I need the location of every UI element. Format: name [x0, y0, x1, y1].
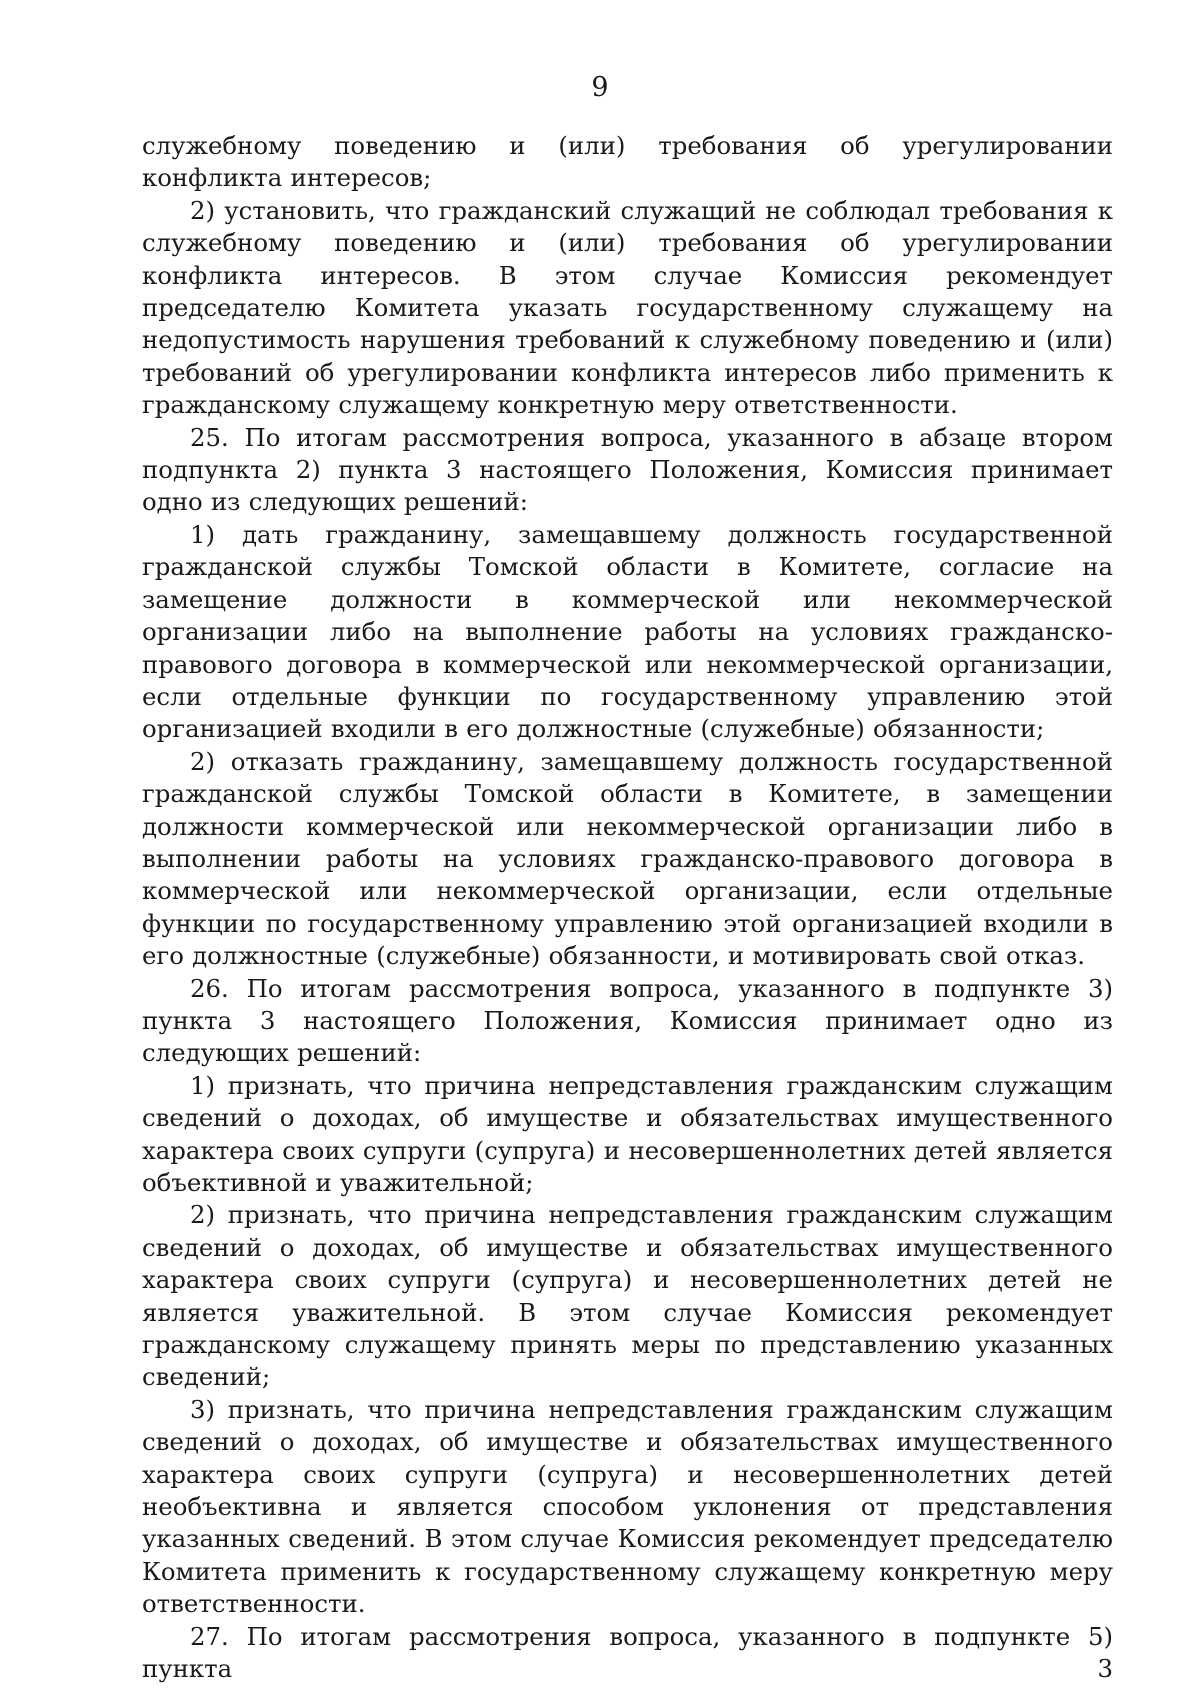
paragraph-26-item-1: 1) признать, что причина непредставления гражданским служащим сведений о доходах, об имуществе и обязательствах имущественного характера своих супруги (супруга) и несовершеннолетних детей является объективной и уважительной;: [142, 1070, 1113, 1197]
paragraph-26-item-2: 2) признать, что причина непредставления гражданским служащим сведений о доходах, об имуществе и обязательствах имущественного характера своих супруги (супруга) и несовершеннолетних детей не является уважительной. В этом случае Комиссия рекомендует гражданскому служащему принять меры по представлению указанных сведений;: [142, 1200, 1113, 1392]
page-number: 9: [591, 72, 609, 103]
paragraph-24-item-2: 2) установить, что гражданский служащий не соблюдал требования к служебному поведению и (или) требования об урегулировании конфликта интересов. В этом случае Комиссия рекомендует председателю Комитета указать государственному служащему на недопустимость нарушения требований к служебному поведению и (или) требований об урегулировании конфликта интересов либо применить к гражданскому служащему конкретную меру ответственности.: [142, 195, 1113, 420]
paragraph-25-item-1: 1) дать гражданину, замещавшему должность государственной гражданской службы Томской области в Комитете, согласие на замещение должности в коммерческой или некоммерческой организации либо на выполнение работы на условиях гражданско-правового договора в коммерческой или некоммерческой организации, если отдельные функции по государственному управлению этой организацией входили в его должностные (служебные) обязанности;: [142, 519, 1113, 744]
paragraph-25: 25. По итогам рассмотрения вопроса, указанного в абзаце втором подпункта 2) пункта 3 настоящего Положения, Комиссия принимает одно из следующих решений:: [142, 422, 1113, 517]
document-body: [142, 130, 1113, 1686]
paragraph-25-item-2: 2) отказать гражданину, замещавшему должность государственной гражданской службы Томской области в Комитете, в замещении должности коммерческой или некоммерческой организации либо в выполнении работы на условиях гражданско-правового договора в коммерческой или некоммерческой организации, если отдельные функции по государственному управлению этой организацией входили в его должностные (служебные) обязанности, и мотивировать свой отказ.: [142, 746, 1113, 971]
paragraph-27: 27. По итогам рассмотрения вопроса, указанного в подпункте 5) пункта 3: [142, 1621, 1113, 1684]
paragraph-26-item-3: 3) признать, что причина непредставления гражданским служащим сведений о доходах, об имуществе и обязательствах имущественного характера своих супруги (супруга) и несовершеннолетних детей необъективна и является способом уклонения от представления указанных сведений. В этом случае Комиссия рекомендует председателю Комитета применить к государственному служащему конкретную меру ответственности.: [142, 1394, 1113, 1619]
paragraph-26: 26. По итогам рассмотрения вопроса, указанного в подпункте 3) пункта 3 настоящего Положения, Комиссия принимает одно из следующих решений:: [142, 973, 1113, 1068]
paragraph-continuation: служебному поведению и (или) требования об урегулировании конфликта интересов;: [142, 131, 1113, 193]
